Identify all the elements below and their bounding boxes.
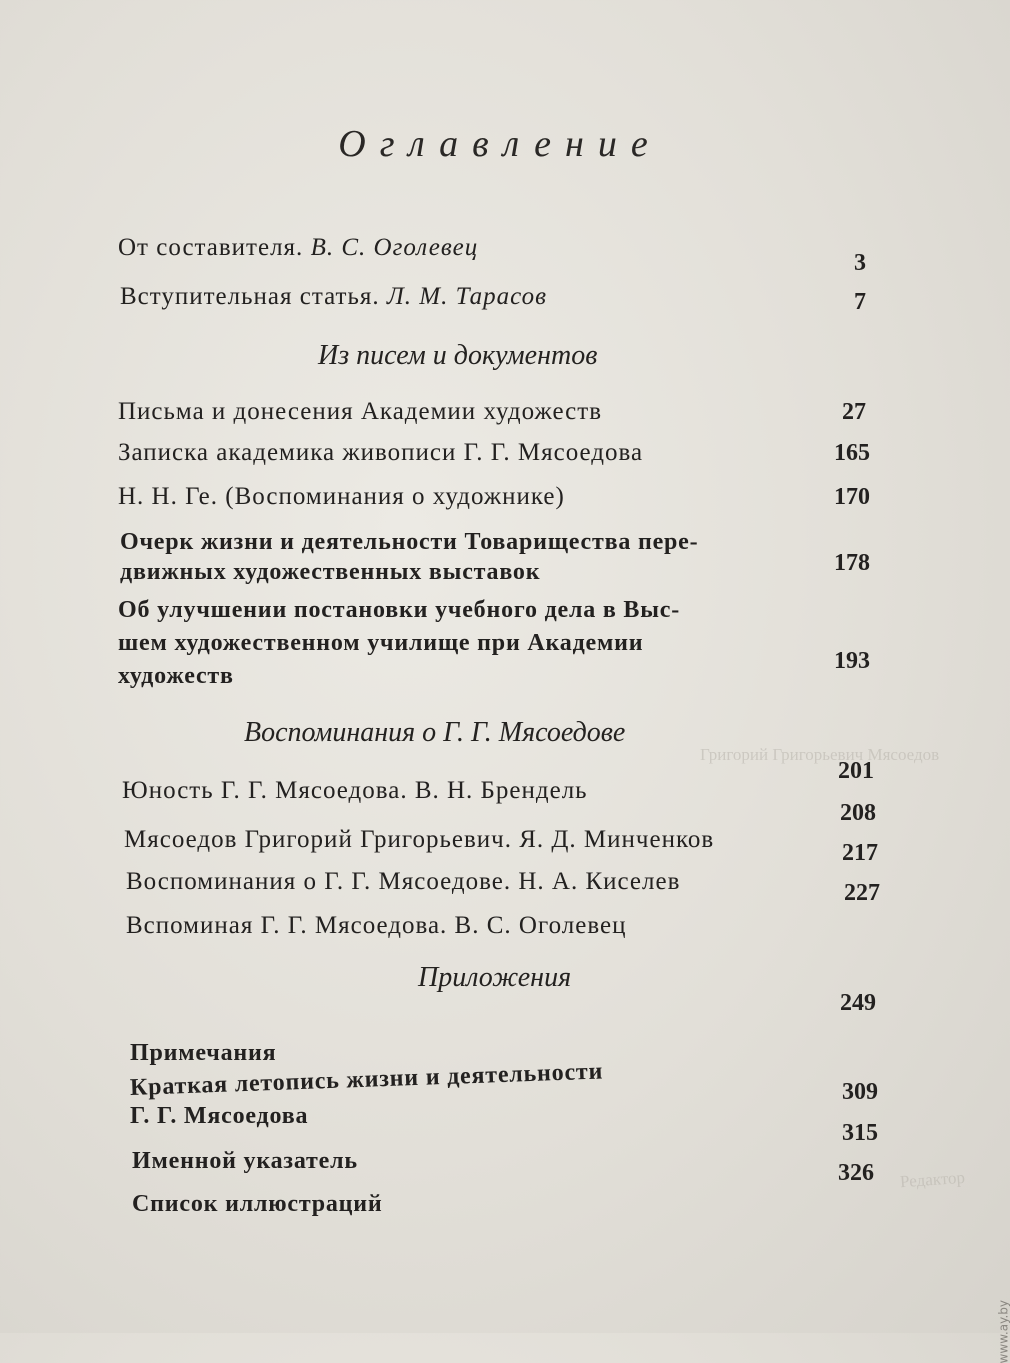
toc-entry: Список иллюстраций [132,1191,383,1217]
toc-page-number: 227 [844,880,880,906]
watermark: www.ay.by [996,1300,1010,1363]
toc-page-number: 3 [854,250,866,276]
toc-entry-line: Г. Г. Мясоедова [130,1103,309,1129]
toc-page-number: 193 [834,648,870,674]
toc-entry: Записка академика живописи Г. Г. Мясоедова [118,439,644,466]
toc-page-number: 27 [842,399,866,425]
toc-entry-line: Очерк жизни и деятельности Товарищества пере- [120,529,699,555]
toc-entry-line: Краткая летопись жизни и деятельности [129,1058,604,1101]
toc-entry-line: движных художественных выставок [120,559,541,585]
toc-entry: Именной указатель [132,1148,358,1174]
toc-entry: Письма и донесения Академии художеств [118,398,602,425]
toc-entry [120,281,547,313]
section-heading: Приложения [418,962,572,993]
section-heading: Воспоминания о Г. Г. Мясоедове [244,717,626,748]
bleed-through-text: Григорий Григорьевич Мясоедов [700,745,940,764]
toc-page-number: 165 [834,440,870,466]
toc-entry: Вспоминая Г. Г. Мясоедова. В. С. Оголевец [126,912,627,939]
section-heading: Из писем и документов [318,340,598,371]
toc-entry-author: Л. М. Тарасов [386,283,547,310]
toc-entry: Юность Г. Г. Мясоедова. В. Н. Брендель [122,777,588,804]
toc-entry: Воспоминания о Г. Г. Мясоедове. Н. А. Киселев [126,868,681,895]
toc-entry-author: В. С. Оголевец [310,234,479,261]
toc-page-number: 217 [842,840,878,866]
toc-entry-text: От составителя. [118,234,304,261]
toc-entry [118,232,478,264]
toc-entry-text: Вступительная статья. [120,283,380,310]
toc-page-number: 178 [834,550,870,576]
toc-page-number: 201 [838,758,874,784]
toc-page-number: 249 [840,990,876,1016]
bleed-through-text: Редактор [899,1167,966,1192]
toc-page-number: 326 [838,1160,874,1186]
toc-entry: Примечания [130,1040,277,1066]
toc-page-number: 315 [842,1120,878,1146]
toc-page-number: 309 [842,1079,878,1105]
toc-entry-line: шем художественном училище при Академии [118,630,644,656]
toc-entry: Мясоедов Григорий Григорьевич. Я. Д. Минченков [124,826,715,853]
toc-entry: Н. Н. Ге. (Воспоминания о художнике) [118,483,565,510]
toc-page-number: 208 [840,800,876,826]
toc-entry-line: Об улучшении постановки учебного дела в Выс- [118,597,681,623]
page-title: Оглавление [338,123,662,165]
toc-page-number: 170 [834,484,870,510]
toc-entry-line: художеств [118,663,234,689]
toc-page-number: 7 [854,289,866,315]
